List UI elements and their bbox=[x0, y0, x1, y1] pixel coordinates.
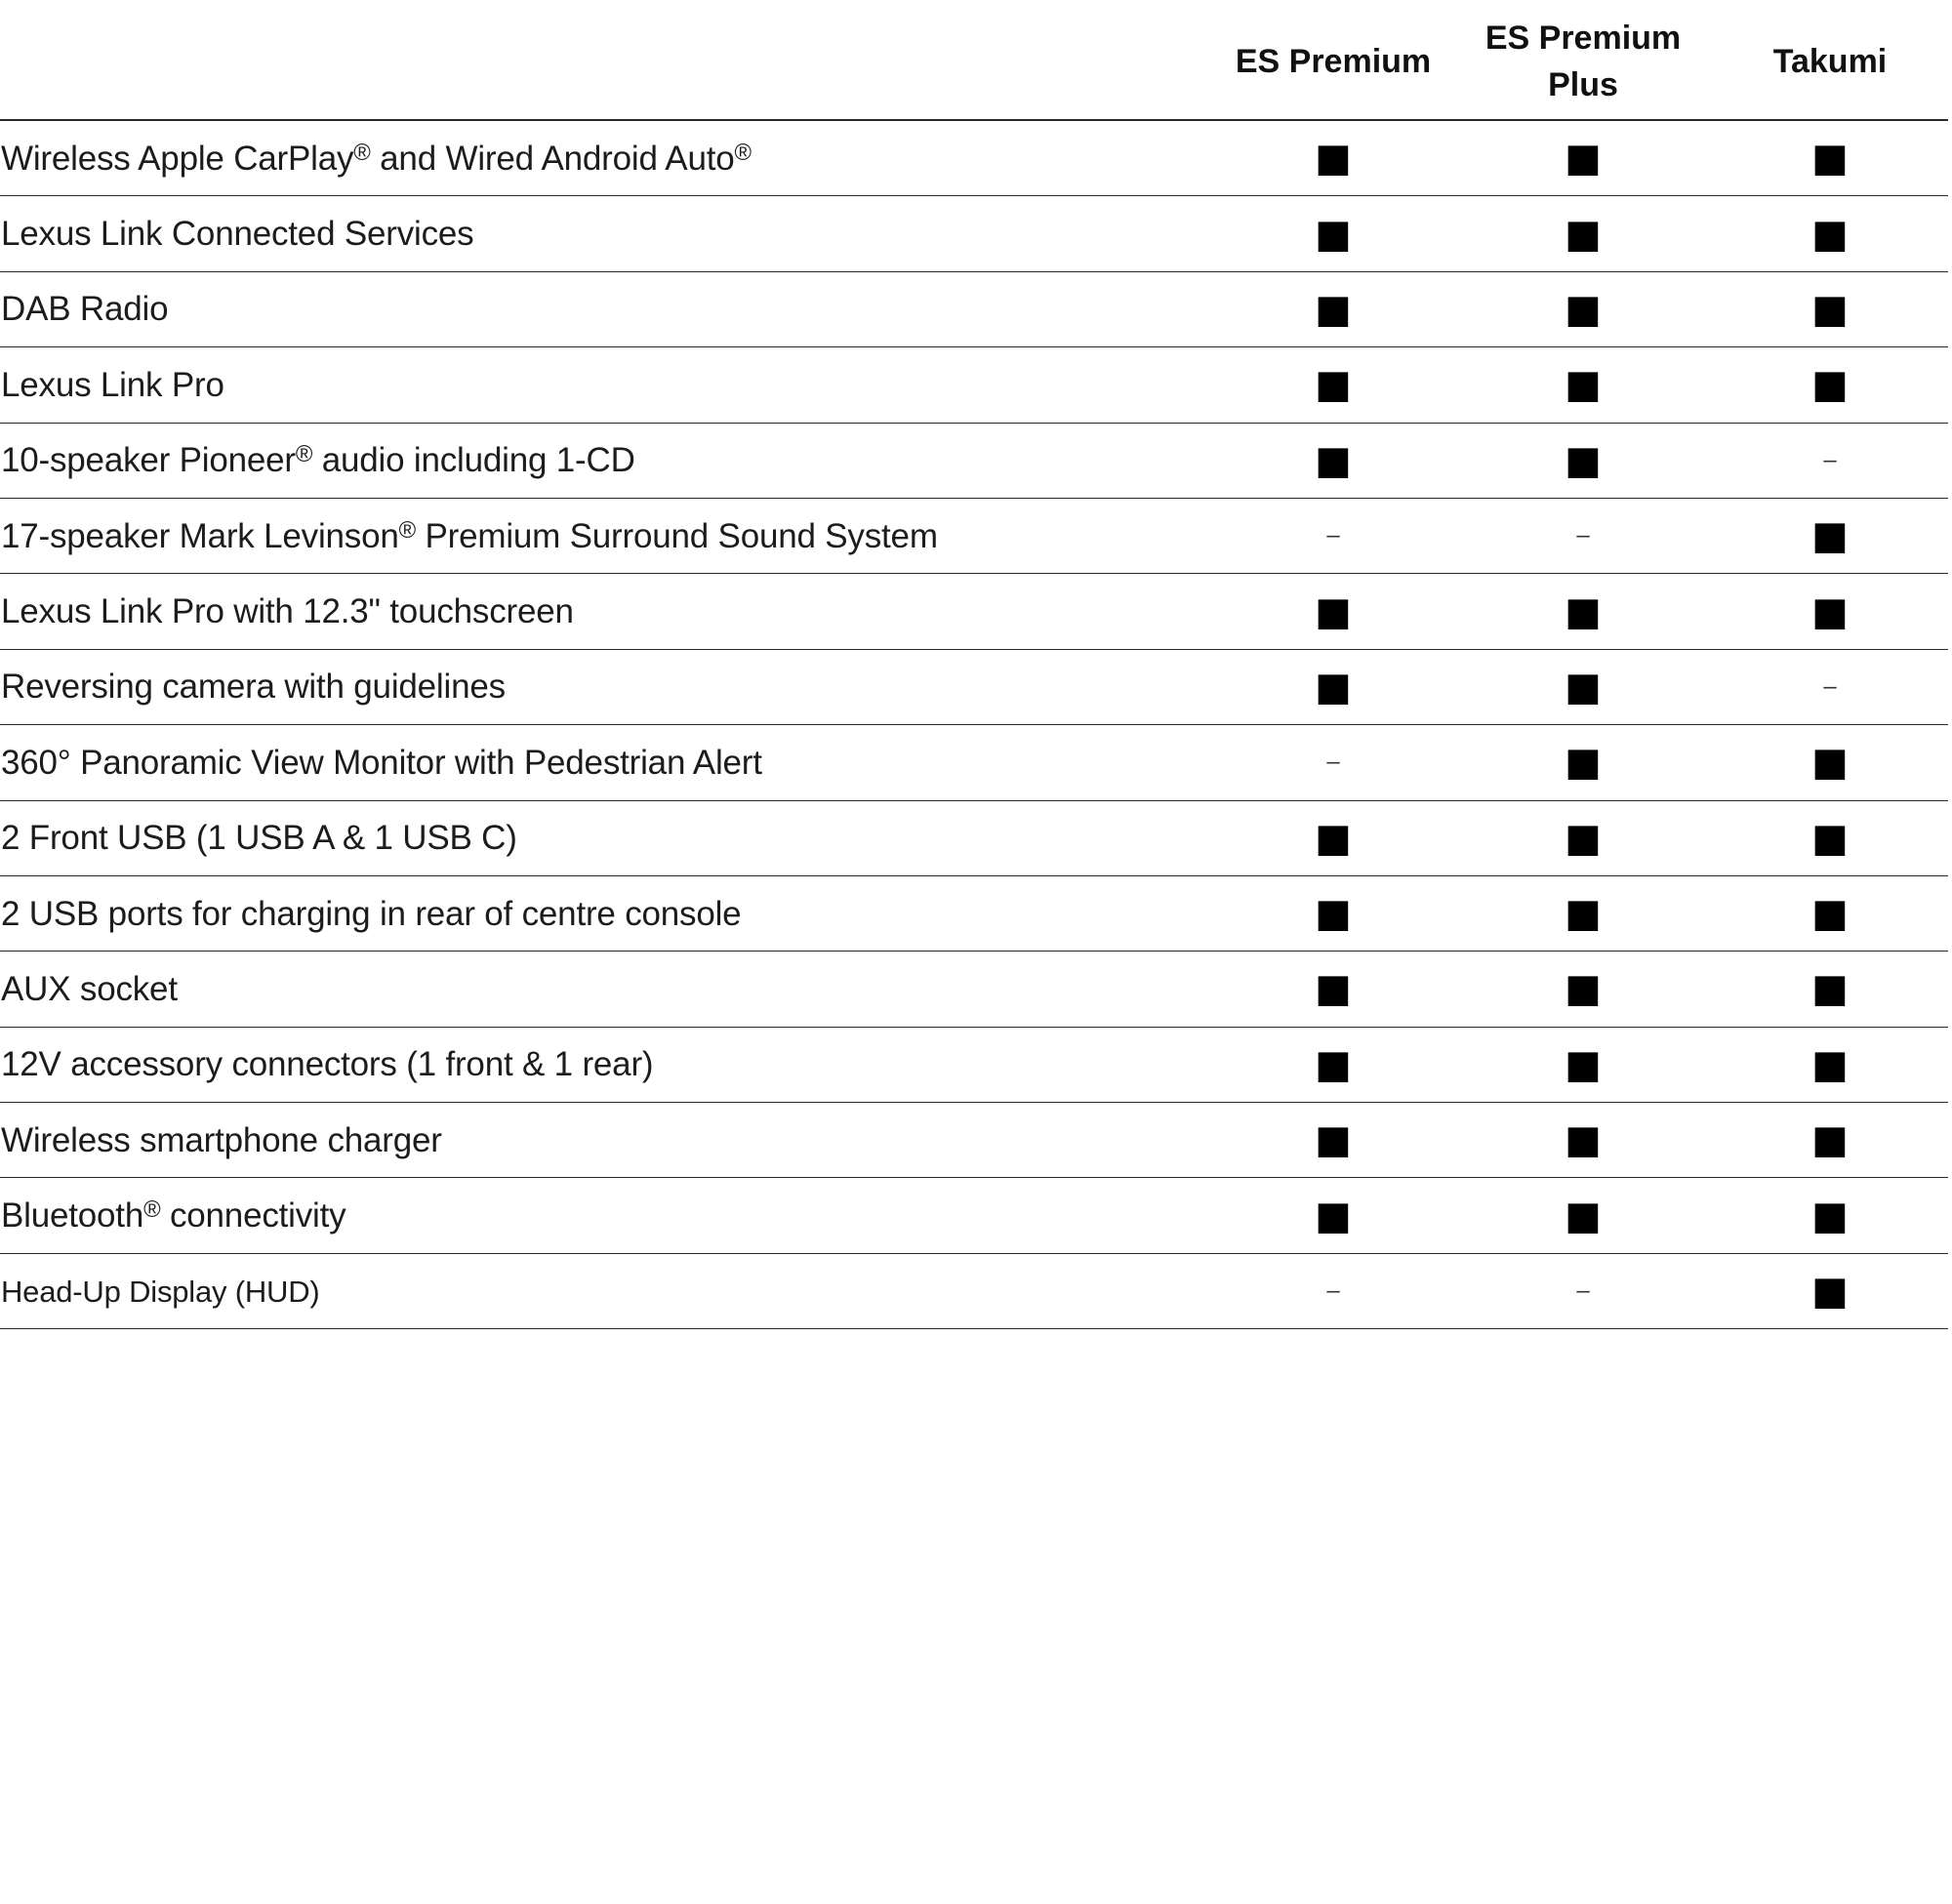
table-row bbox=[0, 650, 1948, 725]
not-available-dash: – bbox=[1576, 1277, 1590, 1305]
table-row bbox=[0, 1103, 1948, 1178]
availability-cell-takumi bbox=[1712, 272, 1948, 346]
included-square-icon: ■ bbox=[1315, 136, 1352, 182]
feature-cell bbox=[0, 499, 1212, 573]
table-row bbox=[0, 876, 1948, 952]
included-square-icon: ■ bbox=[1565, 740, 1602, 786]
table-body bbox=[0, 121, 1948, 1329]
table-row bbox=[0, 499, 1948, 574]
column-header-label: ES Premium bbox=[1235, 43, 1432, 80]
included-square-icon: ■ bbox=[1811, 966, 1849, 1012]
included-square-icon: ■ bbox=[1315, 1041, 1352, 1087]
included-square-icon: ■ bbox=[1811, 891, 1849, 937]
included-square-icon: ■ bbox=[1565, 1193, 1602, 1238]
table-row bbox=[0, 952, 1948, 1027]
included-square-icon: ■ bbox=[1565, 286, 1602, 332]
feature-cell bbox=[0, 1178, 1212, 1252]
availability-cell-takumi bbox=[1712, 1028, 1948, 1102]
availability-cell-es-premium-plus bbox=[1454, 499, 1712, 573]
availability-cell-es-premium bbox=[1212, 801, 1454, 875]
feature-label: 10-speaker Pioneer® audio including 1-CD bbox=[1, 441, 635, 480]
availability-cell-es-premium bbox=[1212, 1254, 1454, 1328]
registered-mark: ® bbox=[398, 516, 416, 544]
availability-cell-es-premium-plus bbox=[1454, 725, 1712, 799]
feature-cell bbox=[0, 876, 1212, 951]
header-feature-spacer bbox=[0, 0, 1212, 119]
included-square-icon: ■ bbox=[1315, 966, 1352, 1012]
registered-mark: ® bbox=[734, 139, 752, 166]
availability-cell-takumi bbox=[1712, 121, 1948, 195]
availability-cell-takumi bbox=[1712, 1103, 1948, 1177]
table-row bbox=[0, 347, 1948, 423]
feature-cell bbox=[0, 196, 1212, 270]
feature-label: DAB Radio bbox=[1, 290, 169, 329]
feature-label: 17-speaker Mark Levinson® Premium Surround Sound System bbox=[1, 516, 938, 555]
feature-cell bbox=[0, 1028, 1212, 1102]
column-header-es-premium-plus bbox=[1454, 0, 1712, 119]
feature-label: Lexus Link Connected Services bbox=[1, 215, 474, 254]
availability-cell-takumi bbox=[1712, 876, 1948, 951]
availability-cell-es-premium bbox=[1212, 952, 1454, 1026]
not-available-dash: – bbox=[1326, 1277, 1340, 1305]
table-row bbox=[0, 1028, 1948, 1103]
not-available-dash: – bbox=[1823, 446, 1837, 473]
included-square-icon: ■ bbox=[1811, 1117, 1849, 1163]
availability-cell-es-premium bbox=[1212, 574, 1454, 648]
feature-cell bbox=[0, 1103, 1212, 1177]
included-square-icon: ■ bbox=[1565, 815, 1602, 861]
availability-cell-es-premium-plus bbox=[1454, 347, 1712, 422]
included-square-icon: ■ bbox=[1315, 1117, 1352, 1163]
availability-cell-takumi bbox=[1712, 1254, 1948, 1328]
availability-cell-es-premium-plus bbox=[1454, 272, 1712, 346]
availability-cell-es-premium bbox=[1212, 272, 1454, 346]
availability-cell-es-premium-plus bbox=[1454, 1103, 1712, 1177]
feature-cell bbox=[0, 347, 1212, 422]
not-available-dash: – bbox=[1326, 749, 1340, 776]
feature-label: Lexus Link Pro bbox=[1, 365, 224, 404]
availability-cell-es-premium bbox=[1212, 1178, 1454, 1252]
availability-cell-es-premium-plus bbox=[1454, 196, 1712, 270]
table-row bbox=[0, 196, 1948, 271]
included-square-icon: ■ bbox=[1315, 1193, 1352, 1238]
feature-cell bbox=[0, 1254, 1212, 1328]
availability-cell-es-premium-plus bbox=[1454, 574, 1712, 648]
registered-mark: ® bbox=[295, 441, 313, 468]
included-square-icon: ■ bbox=[1565, 136, 1602, 182]
availability-cell-takumi bbox=[1712, 574, 1948, 648]
availability-cell-es-premium-plus bbox=[1454, 1028, 1712, 1102]
table-row bbox=[0, 121, 1948, 196]
included-square-icon: ■ bbox=[1315, 362, 1352, 408]
availability-cell-es-premium-plus bbox=[1454, 650, 1712, 724]
included-square-icon: ■ bbox=[1565, 1117, 1602, 1163]
included-square-icon: ■ bbox=[1565, 362, 1602, 408]
feature-cell bbox=[0, 650, 1212, 724]
included-square-icon: ■ bbox=[1811, 1041, 1849, 1087]
included-square-icon: ■ bbox=[1811, 815, 1849, 861]
included-square-icon: ■ bbox=[1565, 1041, 1602, 1087]
availability-cell-es-premium-plus bbox=[1454, 121, 1712, 195]
included-square-icon: ■ bbox=[1315, 211, 1352, 257]
feature-cell bbox=[0, 725, 1212, 799]
availability-cell-es-premium bbox=[1212, 650, 1454, 724]
feature-label: 360° Panoramic View Monitor with Pedestrian Alert bbox=[1, 743, 762, 782]
included-square-icon: ■ bbox=[1315, 891, 1352, 937]
availability-cell-takumi bbox=[1712, 801, 1948, 875]
availability-cell-es-premium bbox=[1212, 1103, 1454, 1177]
included-square-icon: ■ bbox=[1811, 286, 1849, 332]
feature-cell bbox=[0, 121, 1212, 195]
included-square-icon: ■ bbox=[1315, 815, 1352, 861]
included-square-icon: ■ bbox=[1565, 891, 1602, 937]
availability-cell-takumi bbox=[1712, 347, 1948, 422]
included-square-icon: ■ bbox=[1811, 136, 1849, 182]
included-square-icon: ■ bbox=[1811, 362, 1849, 408]
availability-cell-es-premium-plus bbox=[1454, 876, 1712, 951]
included-square-icon: ■ bbox=[1811, 513, 1849, 559]
included-square-icon: ■ bbox=[1315, 588, 1352, 634]
availability-cell-takumi bbox=[1712, 725, 1948, 799]
column-header-es-premium bbox=[1212, 0, 1454, 119]
included-square-icon: ■ bbox=[1565, 211, 1602, 257]
feature-label: Lexus Link Pro with 12.3" touchscreen bbox=[1, 592, 574, 631]
table-row bbox=[0, 1254, 1948, 1329]
availability-cell-takumi bbox=[1712, 650, 1948, 724]
availability-cell-takumi bbox=[1712, 952, 1948, 1026]
feature-label: 12V accessory connectors (1 front & 1 rear) bbox=[1, 1045, 654, 1084]
included-square-icon: ■ bbox=[1811, 740, 1849, 786]
column-header-label: Takumi bbox=[1772, 43, 1888, 80]
availability-cell-es-premium bbox=[1212, 1028, 1454, 1102]
table-header bbox=[0, 0, 1948, 121]
availability-cell-takumi bbox=[1712, 424, 1948, 498]
included-square-icon: ■ bbox=[1565, 437, 1602, 483]
included-square-icon: ■ bbox=[1811, 211, 1849, 257]
registered-mark: ® bbox=[353, 139, 371, 166]
included-square-icon: ■ bbox=[1315, 286, 1352, 332]
registered-mark: ® bbox=[143, 1196, 161, 1224]
availability-cell-takumi bbox=[1712, 499, 1948, 573]
availability-cell-takumi bbox=[1712, 196, 1948, 270]
feature-cell bbox=[0, 801, 1212, 875]
availability-cell-es-premium bbox=[1212, 876, 1454, 951]
availability-cell-es-premium bbox=[1212, 725, 1454, 799]
availability-cell-es-premium-plus bbox=[1454, 952, 1712, 1026]
table-row bbox=[0, 801, 1948, 876]
not-available-dash: – bbox=[1326, 522, 1340, 549]
availability-cell-es-premium bbox=[1212, 424, 1454, 498]
included-square-icon: ■ bbox=[1565, 966, 1602, 1012]
included-square-icon: ■ bbox=[1811, 1269, 1849, 1315]
feature-label: Reversing camera with guidelines bbox=[1, 668, 506, 707]
feature-cell bbox=[0, 424, 1212, 498]
feature-label: 2 USB ports for charging in rear of centre console bbox=[1, 894, 742, 933]
column-header-takumi bbox=[1712, 0, 1948, 119]
included-square-icon: ■ bbox=[1315, 664, 1352, 709]
feature-label: AUX socket bbox=[1, 969, 178, 1008]
availability-cell-es-premium-plus bbox=[1454, 424, 1712, 498]
availability-cell-es-premium bbox=[1212, 499, 1454, 573]
table-row bbox=[0, 424, 1948, 499]
feature-label: Wireless Apple CarPlay® and Wired Android Auto® bbox=[1, 139, 752, 178]
included-square-icon: ■ bbox=[1565, 664, 1602, 709]
not-available-dash: – bbox=[1576, 522, 1590, 549]
availability-cell-es-premium bbox=[1212, 347, 1454, 422]
feature-label: Bluetooth® connectivity bbox=[1, 1196, 346, 1236]
availability-cell-es-premium-plus bbox=[1454, 1178, 1712, 1252]
availability-cell-es-premium bbox=[1212, 196, 1454, 270]
feature-label: 2 Front USB (1 USB A & 1 USB C) bbox=[1, 819, 517, 858]
feature-label: Wireless smartphone charger bbox=[1, 1120, 442, 1159]
availability-cell-es-premium-plus bbox=[1454, 801, 1712, 875]
table-row bbox=[0, 574, 1948, 649]
feature-cell bbox=[0, 574, 1212, 648]
table-row bbox=[0, 272, 1948, 347]
not-available-dash: – bbox=[1823, 672, 1837, 700]
table-row bbox=[0, 1178, 1948, 1253]
availability-cell-takumi bbox=[1712, 1178, 1948, 1252]
included-square-icon: ■ bbox=[1565, 588, 1602, 634]
feature-cell bbox=[0, 952, 1212, 1026]
availability-cell-es-premium bbox=[1212, 121, 1454, 195]
table-row bbox=[0, 725, 1948, 800]
feature-label: Head-Up Display (HUD) bbox=[1, 1274, 320, 1309]
included-square-icon: ■ bbox=[1811, 1193, 1849, 1238]
feature-cell bbox=[0, 272, 1212, 346]
availability-cell-es-premium-plus bbox=[1454, 1254, 1712, 1328]
included-square-icon: ■ bbox=[1811, 588, 1849, 634]
column-header-label: ES Premium Plus bbox=[1484, 20, 1682, 103]
included-square-icon: ■ bbox=[1315, 437, 1352, 483]
